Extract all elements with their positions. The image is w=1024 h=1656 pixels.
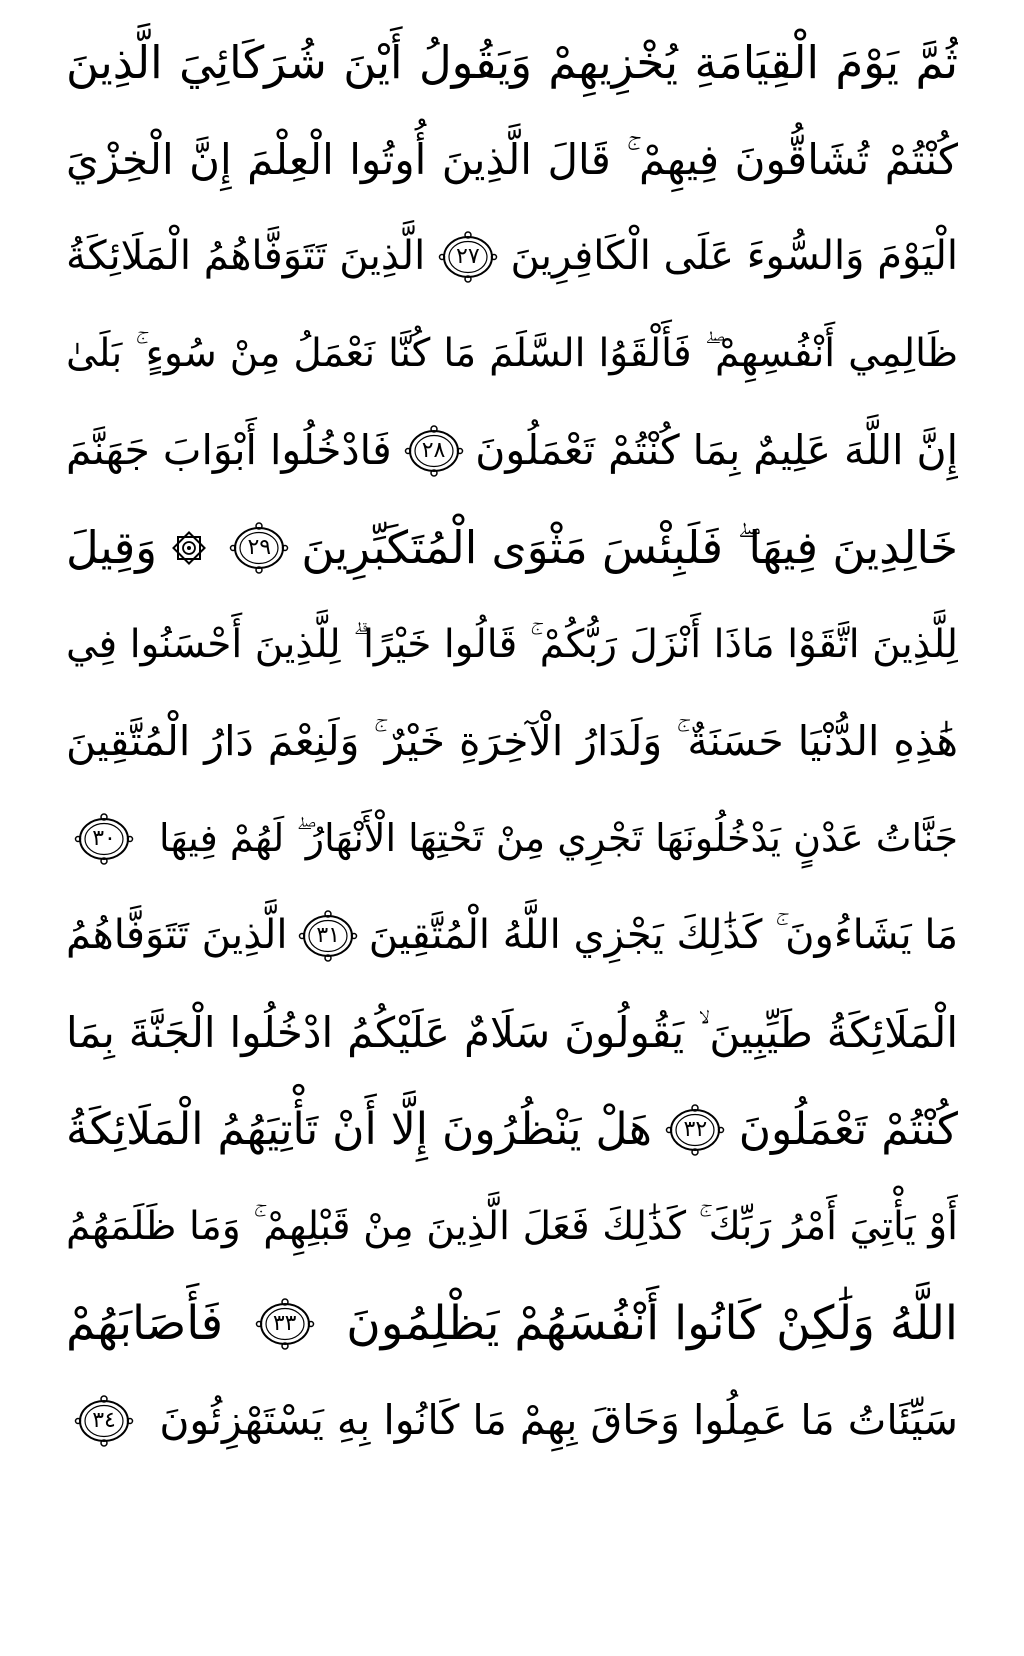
ayah-number: ٢٩: [247, 534, 272, 560]
verse-text: الَّذِينَ تَتَوَفَّاهُمُ: [66, 912, 288, 958]
ayah-number-marker: [255, 1298, 315, 1350]
quran-line: [66, 499, 958, 596]
quran-line: [66, 1372, 958, 1469]
ayah-number-marker: [74, 813, 134, 865]
ayah-number-marker: [74, 1395, 134, 1447]
quran-line: [66, 208, 958, 305]
ayah-number-marker: [404, 425, 464, 477]
verse-text: هَٰذِهِ الدُّنْيَا حَسَنَةٌ ۚ وَلَدَارُ الْآخِرَةِ خَيْرٌ ۚ وَلَنِعْمَ دَارُ الْمُتَّقِينَ: [66, 717, 958, 765]
ayah-number-marker: [438, 231, 498, 283]
quran-line: [66, 111, 958, 208]
verse-text: سَيِّئَاتُ مَا عَمِلُوا وَحَاقَ بِهِمْ مَا كَانُوا بِهِ يَسْتَهْزِئُونَ: [159, 1396, 958, 1444]
verse-text: مَا يَشَاءُونَ ۚ كَذَٰلِكَ يَجْزِي اللَّهُ الْمُتَّقِينَ: [368, 912, 958, 958]
verse-text: كُنْتُمْ تَعْمَلُونَ: [738, 1104, 958, 1155]
verse-text: هَلْ يَنْظُرُونَ إِلَّا أَنْ تَأْتِيَهُمُ الْمَلَائِكَةُ: [66, 1104, 652, 1155]
quran-line: [66, 887, 958, 984]
ayah-number: ٣٠: [92, 825, 116, 851]
ayah-number: ٣٤: [92, 1407, 116, 1433]
rub-el-hizb-icon: [167, 526, 211, 570]
verse-text: الْيَوْمَ وَالسُّوءَ عَلَى الْكَافِرِينَ: [510, 233, 958, 279]
ayah-number-marker: [665, 1104, 725, 1156]
verse-text: كُنْتُمْ تُشَاقُّونَ فِيهِمْ ۚ قَالَ الَّذِينَ أُوتُوا الْعِلْمَ إِنَّ الْخِزْيَ: [66, 135, 958, 184]
quran-line: [66, 1178, 958, 1275]
verse-text: فَادْخُلُوا أَبْوَابَ جَهَنَّمَ: [66, 426, 392, 474]
ayah-number-marker: [229, 522, 289, 574]
verse-text: فَأَصَابَهُمْ: [66, 1296, 224, 1351]
quran-line: [66, 1081, 958, 1178]
quran-line: [66, 1275, 958, 1372]
verse-text: اللَّهُ وَلَٰكِنْ كَانُوا أَنْفُسَهُمْ يَظْلِمُونَ: [346, 1296, 958, 1351]
quran-line: [66, 402, 958, 499]
quran-line: [66, 790, 958, 887]
verse-text: الْمَلَائِكَةُ طَيِّبِينَ ۙ يَقُولُونَ سَلَامٌ عَلَيْكُمُ ادْخُلُوا الْجَنَّةَ بِمَا: [66, 1008, 958, 1057]
verse-text: ثُمَّ يَوْمَ الْقِيَامَةِ يُخْزِيهِمْ وَيَقُولُ أَيْنَ شُرَكَائِيَ الَّذِينَ: [66, 36, 958, 89]
verse-text: أَوْ يَأْتِيَ أَمْرُ رَبِّكَ ۚ كَذَٰلِكَ فَعَلَ الَّذِينَ مِنْ قَبْلِهِمْ ۚ وَمَا ظَلَمَهُمُ: [66, 1204, 958, 1249]
ayah-number: ٣٣: [272, 1310, 297, 1336]
verse-text: خَالِدِينَ فِيهَا ۖ فَلَبِئْسَ مَثْوَى الْمُتَكَبِّرِينَ: [301, 521, 958, 574]
verse-text: لِلَّذِينَ اتَّقَوْا مَاذَا أَنْزَلَ رَبُّكُمْ ۚ قَالُوا خَيْرًا ۗ لِلَّذِينَ أَحْسَنُوا فِي: [66, 622, 958, 667]
ayah-number: ٢٨: [421, 437, 446, 463]
verse-text: إِنَّ اللَّهَ عَلِيمٌ بِمَا كُنْتُمْ تَعْمَلُونَ: [475, 426, 958, 474]
quran-line: [66, 693, 958, 790]
verse-text: الَّذِينَ تَتَوَفَّاهُمُ الْمَلَائِكَةُ: [66, 233, 426, 279]
quran-line: [66, 305, 958, 402]
ayah-number: ٢٧: [456, 243, 480, 269]
quran-line: [66, 984, 958, 1081]
ayah-number: ٣١: [316, 922, 340, 948]
quran-line: [66, 14, 958, 111]
quran-line: [66, 596, 958, 693]
ayah-number: ٣٢: [683, 1116, 708, 1142]
verse-text: وَقِيلَ: [66, 521, 157, 574]
ayah-number-marker: [298, 910, 358, 962]
verse-text: ظَالِمِي أَنْفُسِهِمْ ۖ فَأَلْقَوُا السَّلَمَ مَا كُنَّا نَعْمَلُ مِنْ سُوءٍ ۚ بَلَىٰ: [66, 331, 958, 376]
verse-text: جَنَّاتُ عَدْنٍ يَدْخُلُونَهَا تَجْرِي مِنْ تَحْتِهَا الْأَنْهَارُ ۖ لَهُمْ فِيهَا: [159, 816, 958, 860]
